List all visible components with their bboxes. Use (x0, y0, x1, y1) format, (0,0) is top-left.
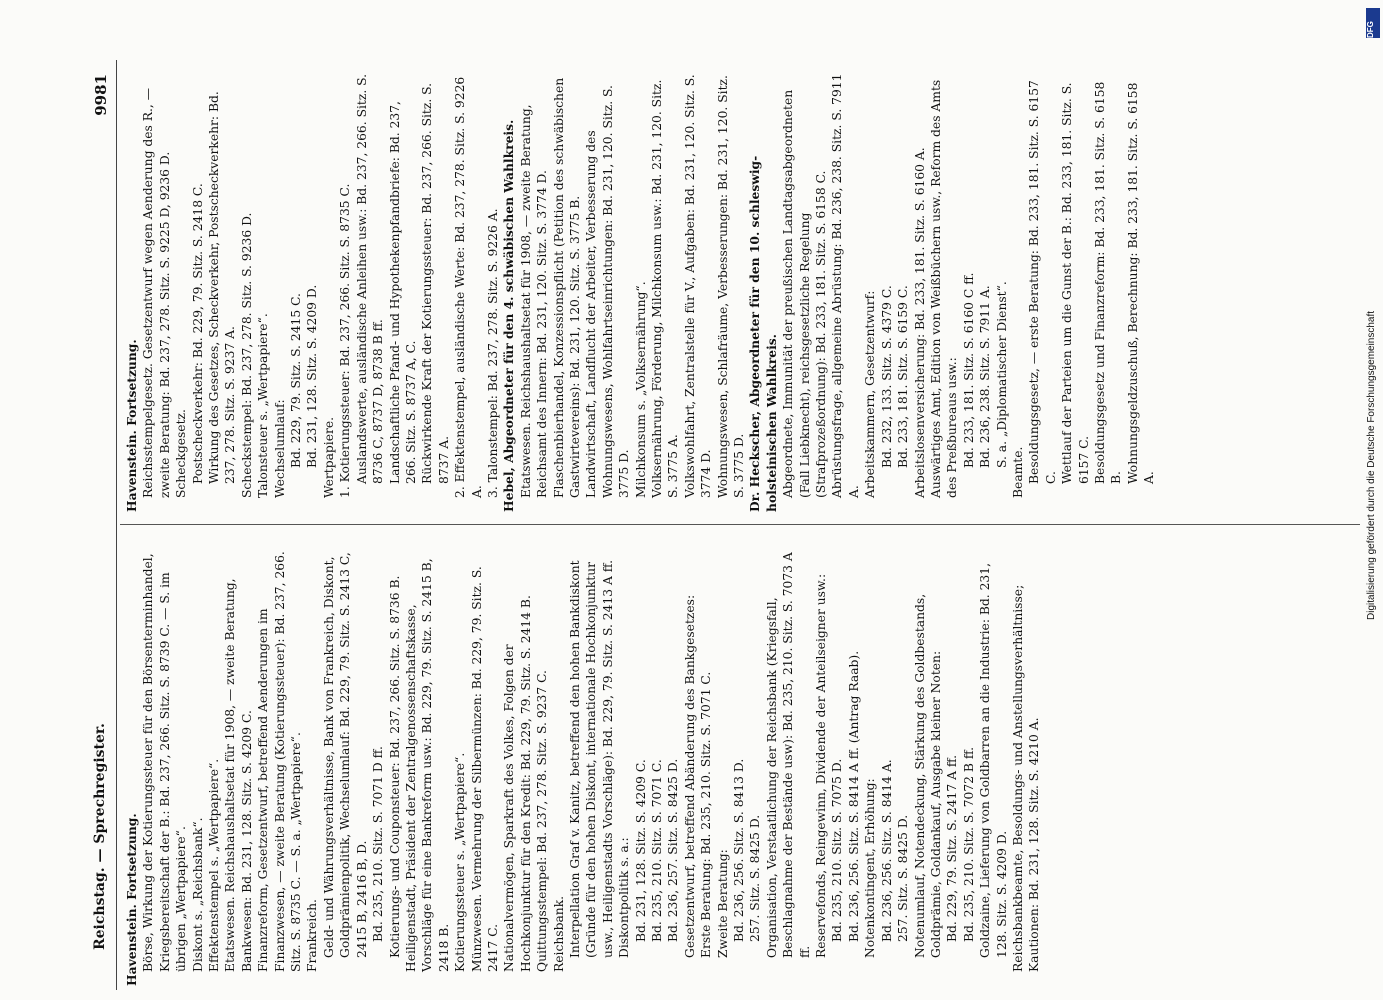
register-entry: Postscheckverkehr: Bd. 229, 79. Sitz. S. 2418 C. (190, 183, 205, 484)
register-entry: Organisation, Verstaatlichung der Reichsbank (Kriegsfall, Beschlagnahme der Bestände usw): Bd. 235, 210. Sitz. S. 7073 A ff. (764, 552, 812, 958)
header-rule (116, 60, 117, 990)
register-entry: Bd. 231, 128. Sitz. S. 4209 D. (305, 284, 320, 468)
register-entry: Bd. 233, 181. Sitz. S. 6160 C ff. (961, 272, 976, 468)
register-entry: Gesetzentwurf, betreffend Abänderung des Bankgesetzes: (682, 594, 697, 958)
register-entry: Diskontpolitik s. a.: (617, 837, 632, 958)
register-entry: Interpellation Graf v. Kanitz, betreffend den hohen Bankdiskont (Gründe für den hohen Diskont, internationale Hochkonjunktur usw., Heiligenstadts Vorschläge): Bd. 229, 79. Sitz. S. 2413 A ff. (567, 560, 615, 958)
register-entry: Abrüstungsfrage, allgemeine Abrüstung: Bd. 236, 238. Sitz. S. 7911 A. (830, 73, 861, 498)
register-entry: Auslandswerte, ausländische Anleihen usw.: Bd. 237, 266. Sitz. S. 8736 C, 8737 D, 8738 B ff. (354, 73, 386, 484)
register-entry: Arbeitslosenversicherung: Bd. 233, 181. Sitz. S. 6160 A. (912, 147, 927, 498)
register-entry: Nationalvermögen, Sparkraft des Volkes, Folgen der Hochkonjunktur für den Kredit: Bd. 229, 79. Sitz. S. 2414 B. (502, 595, 533, 972)
register-entry: Talonsteuer s. „Wertpapiere“. (256, 313, 271, 498)
register-entry: Bd. 233, 181. Sitz. S. 6159 C. (896, 285, 911, 468)
register-entry: Frankreich. (305, 899, 320, 972)
register-entry: Milchkonsum s. „Volksernährung“. (633, 281, 648, 498)
dfg-logo (1366, 8, 1380, 38)
register-entry: Erste Beratung: Bd. 235, 210. Sitz. S. 7071 C. (699, 671, 714, 958)
register-entry: Bd. 236, 256. Sitz. S. 8414 A ff. (Antrag Raab). (846, 650, 861, 942)
register-entry: Kotierungssteuer s. „Wertpapiere“. (453, 752, 468, 972)
register-entry: Reservefonds, Reingewinn, Dividende der Anteilseigner usw.: (814, 573, 829, 958)
register-entry: Reichsbank. (551, 895, 566, 972)
speaker-heading: Hebel, Abgeordneter für den 4. schwäbischen Wahlkreis. (501, 119, 517, 512)
register-entry: Abgeordnete, Immunität der preußischen Landtagsabgeordneten (Fall Liebknecht), reichsgesetzliche Regelung (Strafprozeßordnung): Bd. 233, 181. Sitz. S. 6158 C. (781, 89, 829, 498)
register-entry: Scheckstempel: Bd. 237, 278. Sitz. S. 9236 D. (239, 212, 254, 498)
left-column (124, 546, 1043, 986)
speaker-heading: Havenstein. Fortsetzung. (124, 339, 139, 512)
register-entry: Effektenstempel s. „Wertpapiere“. (207, 758, 222, 972)
register-entry: Wechselumlauf: (272, 399, 287, 498)
register-entry: Bd. 236, 256. Sitz. S. 8414 A. (879, 759, 894, 942)
register-entry: Auswärtiges Amt, Edition von Weißbüchern usw., Reform des Amts des Preßbureaus usw.: (928, 79, 960, 498)
register-entry: Arbeitskammern, Gesetzentwurf: (863, 290, 878, 498)
register-entry: Reichsstempelgesetz. Gesetzentwurf wegen Aenderung des R., — zweite Beratung: Bd. 237, 278. Sitz. S. 9225 D, 9236 D. (141, 87, 172, 498)
register-entry: Bd. 235, 210. Sitz. S. 7071 D ff. (371, 746, 386, 942)
dfg-logo-text: DFG (1366, 21, 1375, 38)
register-entry: Kotierungs- und Couponsteuer: Bd. 237, 266. Sitz. S. 8736 B. (387, 575, 402, 958)
speaker-heading: Dr. Heckscher, Abgeordneter für den 10. schleswig-holsteinischen Wahlkreis. (747, 155, 779, 512)
register-entry: Bd. 235, 210. Sitz. S. 7072 B ff. (961, 746, 976, 942)
register-entry: Diskont s. „Reichsbank“. (190, 817, 205, 972)
column-divider (120, 524, 1360, 525)
right-column (124, 72, 1158, 512)
register-entry: Bd. 236, 238. Sitz. S. 7911 A. (978, 285, 993, 468)
register-entry: Notenumlauf, Notendeckung, Stärkung des Goldbestands, Goldprämie, Goldankauf, Ausgabe kleiner Noten: (912, 593, 943, 958)
register-entry: Goldzaine, Lieferung von Goldbarren an die Industrie: Bd. 231, 128. Sitz. S. 4209 D. (978, 563, 1009, 958)
register-entry: Flaschenbierhandel, Konzessionspflicht (Petition des schwäbischen Gastwirtevereins): Bd. 231, 120. Sitz. S. 3775 B. (551, 77, 582, 498)
register-entry: Notenkontingent, Erhöhung: (863, 778, 878, 958)
register-entry: 1. Kotierungssteuer: Bd. 237, 266. Sitz. S. 8735 C. (338, 183, 353, 498)
register-entry: S. a. „Diplomatischer Dienst“. (994, 281, 1009, 468)
register-entry: Bd. 231, 128. Sitz. S. 4209 C. (633, 759, 648, 942)
register-entry: Bd. 229, 79. Sitz. S. 2415 C. (289, 293, 304, 468)
register-entry: Bd. 232, 133. Sitz. S. 4379 C. (879, 285, 894, 468)
register-entry: 3. Talonstempel: Bd. 237, 278. Sitz. S. 9226 A. (485, 208, 500, 498)
register-entry: Wirkung des Gesetzes, Scheckverkehr, Postscheckverkehr: Bd. 237, 278. Sitz. S. 9237 A. (207, 91, 238, 484)
register-entry: Volksernährung, Förderung, Milchkonsum usw.: Bd. 231, 120. Sitz. S. 3775 A. (650, 79, 681, 498)
funding-credit: Digitalisierung gefördert durch die Deutsche Forschungsgemeinschaft (1366, 310, 1377, 620)
register-entry: Wohnungsgeldzuschuß, Berechnung: Bd. 233, 181. Sitz. S. 6158 A. (1125, 82, 1157, 484)
register-entry: Scheckgesetz. (174, 409, 189, 498)
register-entry: Wertpapiere. (321, 416, 336, 498)
register-entry: Münzwesen. Vermehrung der Silbermünzen: Bd. 229, 79. Sitz. S. 2417 C. (469, 566, 500, 972)
register-entry: Besoldungsgesetz, — erste Beratung: Bd. 233, 181. Sitz. S. 6157 C. (1027, 80, 1058, 484)
register-entry: Börse, Wirkung der Kotierungssteuer für den Börsenterminhandel, Kriegsbereitschaft der B.: Bd. 237, 266. Sitz. S. 8739 C. — S. im übrigen „Wertpapiere“. (141, 553, 189, 972)
running-title: Reichstag. — Sprechregister. (92, 723, 108, 950)
register-entry: Etatswesen. Reichshaushaltsetat für 1908, — zweite Beratung, Reichsamt des Innern: Bd. 231, 120. Sitz. S. 3774 D. (518, 104, 550, 498)
register-entry: Bd. 229, 79. Sitz. S. 2417 A ff. (945, 754, 960, 942)
register-entry: Landwirtschaft, Landflucht der Arbeiter, Verbesserung des Wohnungswesens, Wohlfahrtseinrichtungen: Bd. 231, 120. Sitz. S. 3775 D. (584, 85, 632, 498)
register-entry: Quittungsstempel: Bd. 237, 278. Sitz. S. 9237 C. (535, 670, 550, 972)
register-entry: Heiligenstadt, Präsident der Zentralgenossenschaftskasse, Vorschläge für eine Bankreform usw.: Bd. 229, 79. Sitz. S. 2415 B, 2418 B. (403, 558, 451, 972)
register-entry: Wettlauf der Parteien um die Gunst der B.: Bd. 233, 181. Sitz. S. 6157 C. (1060, 82, 1091, 484)
register-entry: Bd. 235, 210. Sitz. S. 7075 D. (830, 758, 845, 942)
register-entry: Besoldungsgesetz und Finanzreform: Bd. 233, 181. Sitz. S. 6158 B. (1092, 81, 1124, 484)
register-entry: Geld- und Währungsverhältnisse, Bank von Frankreich, Diskont, Goldprämienpolitik, Wechselumlauf: Bd. 229, 79. Sitz. S. 2413 C, 2415 B, 2416 B, D. (321, 552, 369, 958)
register-entry: Landschaftliche Pfand- und Hypothekenpfandbriefe: Bd. 237, 266. Sitz. S. 8737 A, C. (387, 101, 418, 484)
register-entry: Beamte. (1010, 446, 1025, 498)
register-entry: 257. Sitz. S. 8425 D. (748, 814, 763, 942)
register-entry: Volkswohlfahrt, Zentralstelle für V., Aufgaben: Bd. 231, 120. Sitz. S. 3774 D. (682, 74, 714, 498)
register-entry: Finanzreform, Gesetzentwurf, betreffend Aenderungen im Finanzwesen, — zweite Beratung (Kotierungssteuer): Bd. 237, 266. Sitz. S. 8735 C. — S. a. „Wertpapiere“. (256, 551, 304, 972)
register-entry: Rückwirkende Kraft der Kotierungssteuer: Bd. 237, 266. Sitz. S. 8737 A. (420, 82, 451, 484)
speaker-heading: Havenstein. Fortsetzung. (124, 813, 139, 986)
register-entry: Wohnungswesen, Schlafräume, Verbesserungen: Bd. 231, 120. Sitz. S. 3775 D. (715, 75, 747, 498)
register-entry: Bd. 236, 257. Sitz. S. 8425 D. (666, 758, 681, 942)
register-entry: Etatswesen. Reichshaushaltsetat für 1908, — zweite Beratung, Bankwesen: Bd. 231, 128. Sitz. S. 4209 C. (223, 578, 254, 972)
rotated-register-page (90, 60, 1360, 990)
register-entry: Zweite Beratung: (715, 849, 730, 958)
register-entry: 257. Sitz. S. 8425 D. (896, 814, 911, 942)
register-entry: 2. Effektenstempel, ausländische Werte: Bd. 237, 278. Sitz. S. 9226 A. (453, 76, 484, 498)
register-entry: Bd. 236, 256. Sitz. S. 8413 D. (732, 758, 747, 942)
register-entry: Bd. 235, 210. Sitz. S. 7071 C. (650, 759, 664, 942)
register-entry: Reichsbankbeamte, Besoldungs- und Anstellungsverhältnisse; Kautionen: Bd. 231, 128. Sitz. S. 4210 A. (1010, 584, 1042, 972)
page-number: 9981 (92, 74, 110, 116)
